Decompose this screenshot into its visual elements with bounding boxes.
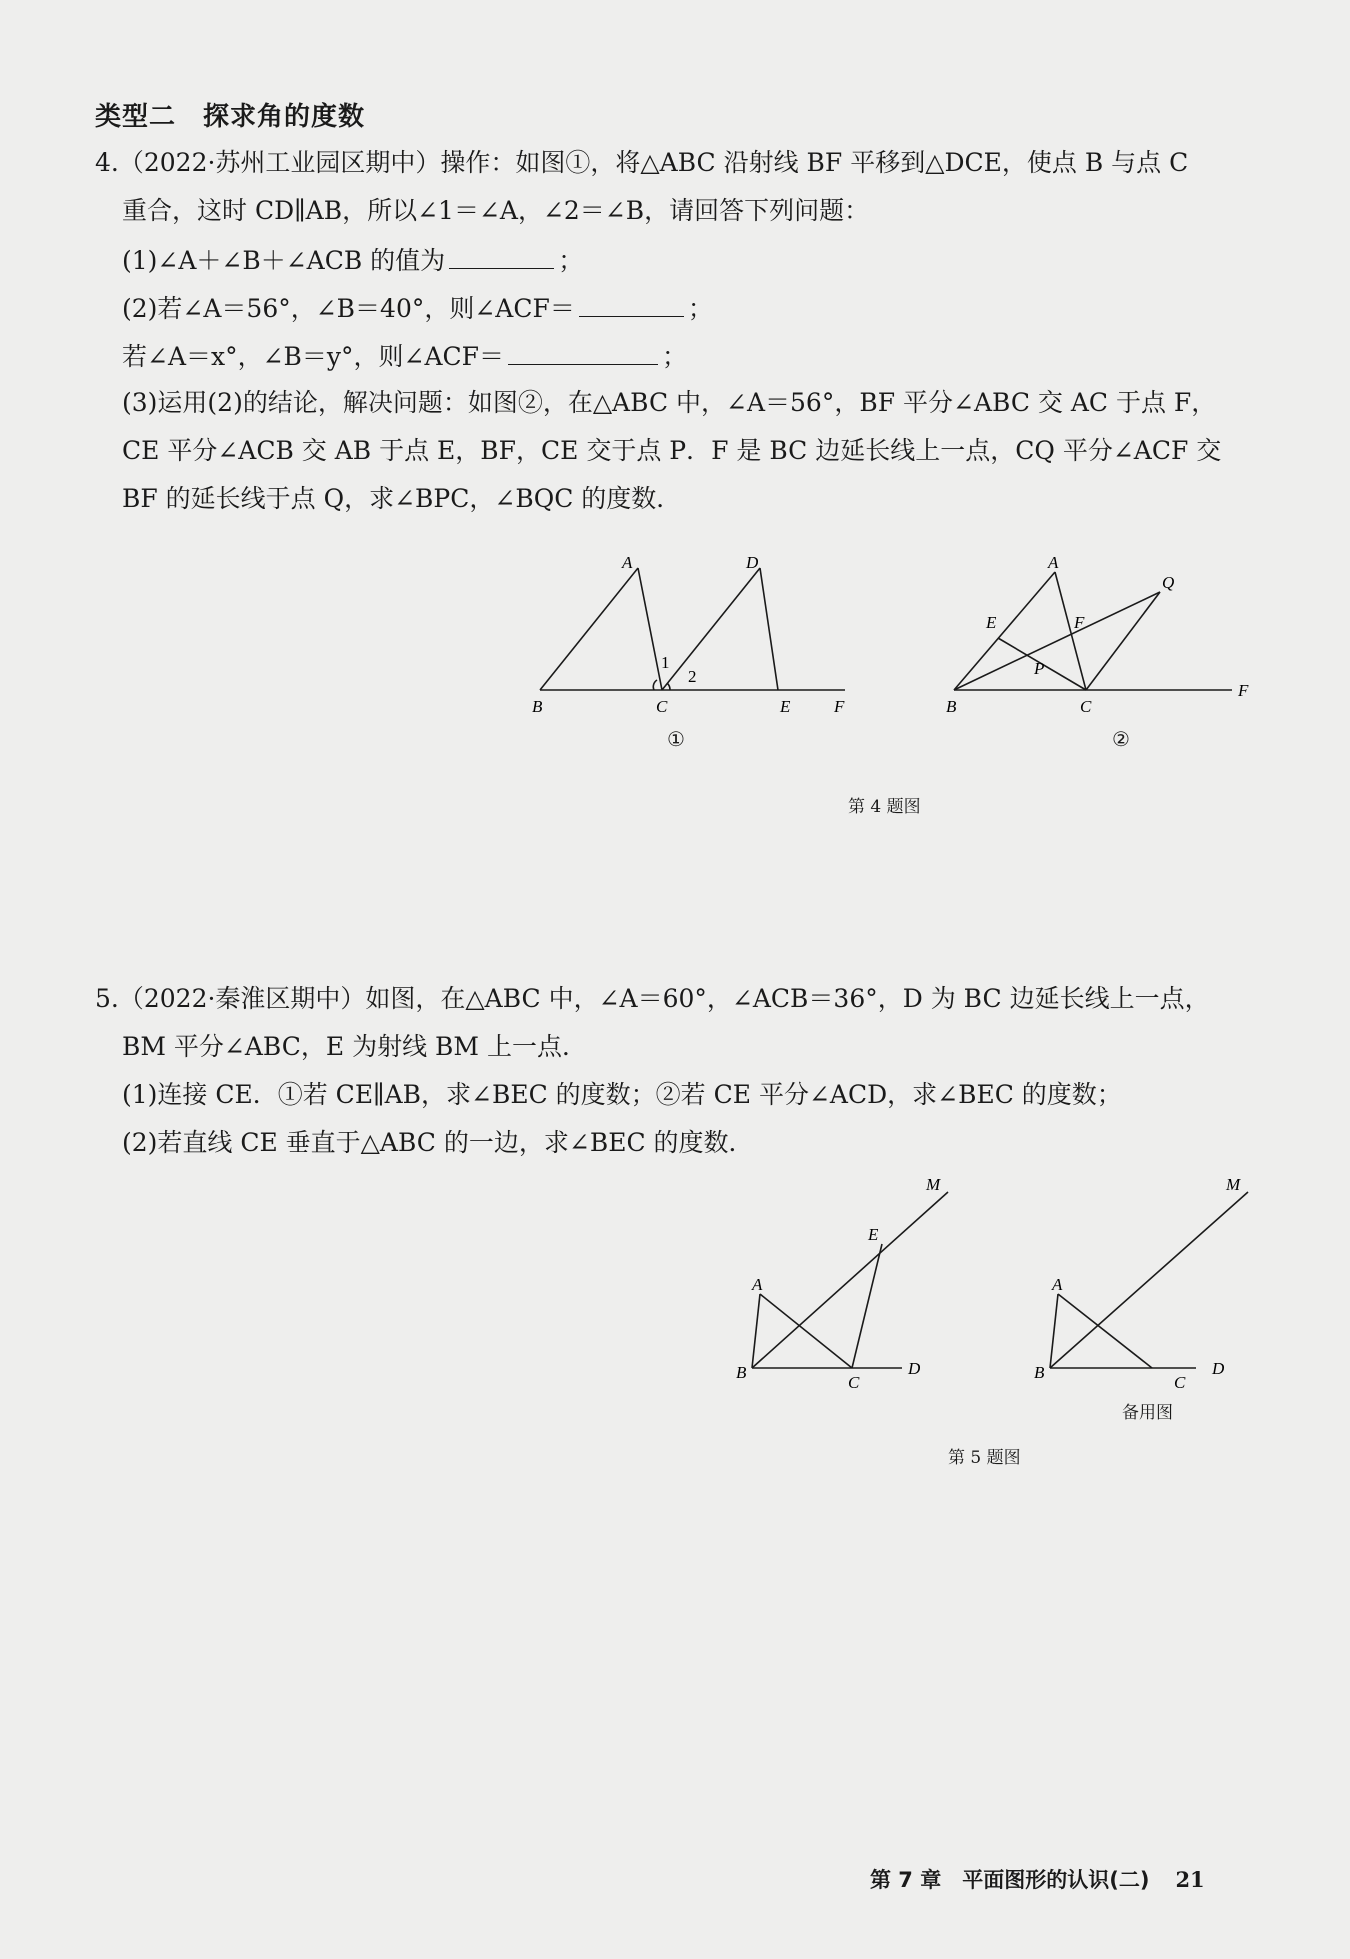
segment-bq bbox=[954, 592, 1160, 690]
segment-ab bbox=[752, 1294, 760, 1368]
ray-bm bbox=[752, 1192, 948, 1368]
chapter-title: 第 7 章 平面图形的认识(二) bbox=[870, 1868, 1150, 1892]
label-E: E bbox=[986, 613, 997, 632]
label-C: C bbox=[656, 697, 668, 716]
semicolon: ； bbox=[558, 246, 584, 275]
answer-blank[interactable] bbox=[449, 242, 554, 269]
problem5-q1: (1)连接 CE．①若 CE∥AB，求∠BEC 的度数；②若 CE 平分∠ACD，求∠BEC 的度数； bbox=[122, 1080, 1122, 1109]
semicolon: ； bbox=[687, 294, 713, 323]
problem4-q2a-text: (2)若∠A＝56°，∠B＝40°，则∠ACF＝ bbox=[122, 294, 575, 323]
label-B: B bbox=[736, 1363, 747, 1382]
problem4-q2b bbox=[122, 338, 687, 374]
label-A: A bbox=[752, 1275, 763, 1294]
segment-ac bbox=[1058, 1294, 1152, 1368]
problem4-q2b-text: 若∠A＝x°，∠B＝y°，则∠ACF＝ bbox=[122, 342, 505, 371]
backup-figure-caption: 备用图 bbox=[1122, 1403, 1173, 1423]
semicolon: ； bbox=[662, 342, 688, 371]
page-number: 21 bbox=[1175, 1867, 1205, 1892]
label-M: M bbox=[926, 1175, 941, 1194]
label-F: F bbox=[834, 697, 845, 716]
problem4-figure-1 bbox=[520, 550, 860, 750]
segment-ab bbox=[540, 568, 638, 690]
label-M: M bbox=[1226, 1175, 1241, 1194]
label-A: A bbox=[1048, 553, 1059, 572]
label-D: D bbox=[746, 553, 759, 572]
label-F: F bbox=[1238, 681, 1249, 700]
angle-2-arc bbox=[667, 683, 670, 690]
angle-1-arc bbox=[653, 680, 657, 690]
label-P: P bbox=[1034, 659, 1045, 678]
page-footer bbox=[870, 1864, 1205, 1894]
segment-ac bbox=[760, 1294, 852, 1368]
label-C: C bbox=[848, 1373, 860, 1392]
label-A: A bbox=[1052, 1275, 1063, 1294]
section-title: 类型二 探求角的度数 bbox=[95, 102, 366, 132]
segment-de bbox=[760, 568, 778, 690]
problem4-q3-line-2: CE 平分∠ACB 交 AB 于点 E，BF，CE 交于点 P．F 是 BC 边延长线上一点，CQ 平分∠ACF 交 bbox=[122, 436, 1222, 465]
label-C: C bbox=[1080, 697, 1092, 716]
figure-5-caption: 第 5 题图 bbox=[948, 1448, 1021, 1468]
segment-ce bbox=[852, 1244, 882, 1368]
ray-bm bbox=[1050, 1192, 1248, 1368]
problem5-line-2: BM 平分∠ABC，E 为射线 BM 上一点． bbox=[122, 1032, 587, 1061]
figure-4-1-caption: ① bbox=[667, 727, 685, 751]
problem4-q3-line-3: BF 的延长线于点 Q，求∠BPC，∠BQC 的度数． bbox=[122, 484, 682, 513]
problem5-q2: (2)若直线 CE 垂直于△ABC 的一边，求∠BEC 的度数． bbox=[122, 1128, 754, 1157]
label-B: B bbox=[532, 697, 543, 716]
problem5-line-1: 5.（2022·秦淮区期中）如图，在△ABC 中，∠A＝60°，∠ACB＝36°，D 为 BC 边延长线上一点， bbox=[95, 984, 1210, 1013]
label-A: A bbox=[622, 553, 633, 572]
label-B: B bbox=[1034, 1363, 1045, 1382]
label-Q: Q bbox=[1162, 573, 1175, 592]
label-B: B bbox=[946, 697, 957, 716]
problem5-figure-main bbox=[720, 1172, 950, 1392]
problem5-figure-backup bbox=[1020, 1172, 1260, 1392]
segment-cq bbox=[1086, 592, 1160, 690]
problem4-q1-text: (1)∠A＋∠B＋∠ACB 的值为 bbox=[122, 246, 446, 275]
label-D: D bbox=[908, 1359, 921, 1378]
label-E: E bbox=[868, 1225, 879, 1244]
segment-cd bbox=[662, 568, 760, 690]
problem4-line-1: 4.（2022·苏州工业园区期中）操作：如图①，将△ABC 沿射线 BF 平移到△DCE，使点 B 与点 C bbox=[95, 148, 1189, 177]
label-F-mid: F bbox=[1074, 613, 1085, 632]
figure-4-2-caption: ② bbox=[1112, 727, 1130, 751]
answer-blank[interactable] bbox=[579, 290, 684, 317]
figure-4-caption: 第 4 题图 bbox=[848, 797, 921, 817]
segment-ac bbox=[638, 568, 662, 690]
segment-ab bbox=[1050, 1294, 1058, 1368]
label-E: E bbox=[780, 697, 791, 716]
answer-blank[interactable] bbox=[508, 338, 658, 365]
label-D: D bbox=[1212, 1359, 1225, 1378]
problem4-q1 bbox=[122, 242, 583, 278]
problem4-q2a bbox=[122, 290, 713, 326]
label-angle-2: 2 bbox=[688, 667, 697, 686]
label-C: C bbox=[1174, 1373, 1186, 1392]
problem4-q3-line-1: (3)运用(2)的结论，解决问题：如图②，在△ABC 中，∠A＝56°，BF 平分∠ABC 交 AC 于点 F， bbox=[122, 388, 1217, 417]
problem4-figure-2 bbox=[940, 550, 1260, 750]
problem4-line-2: 重合，这时 CD∥AB，所以∠1＝∠A，∠2＝∠B，请回答下列问题： bbox=[122, 196, 870, 225]
label-angle-1: 1 bbox=[661, 653, 670, 672]
